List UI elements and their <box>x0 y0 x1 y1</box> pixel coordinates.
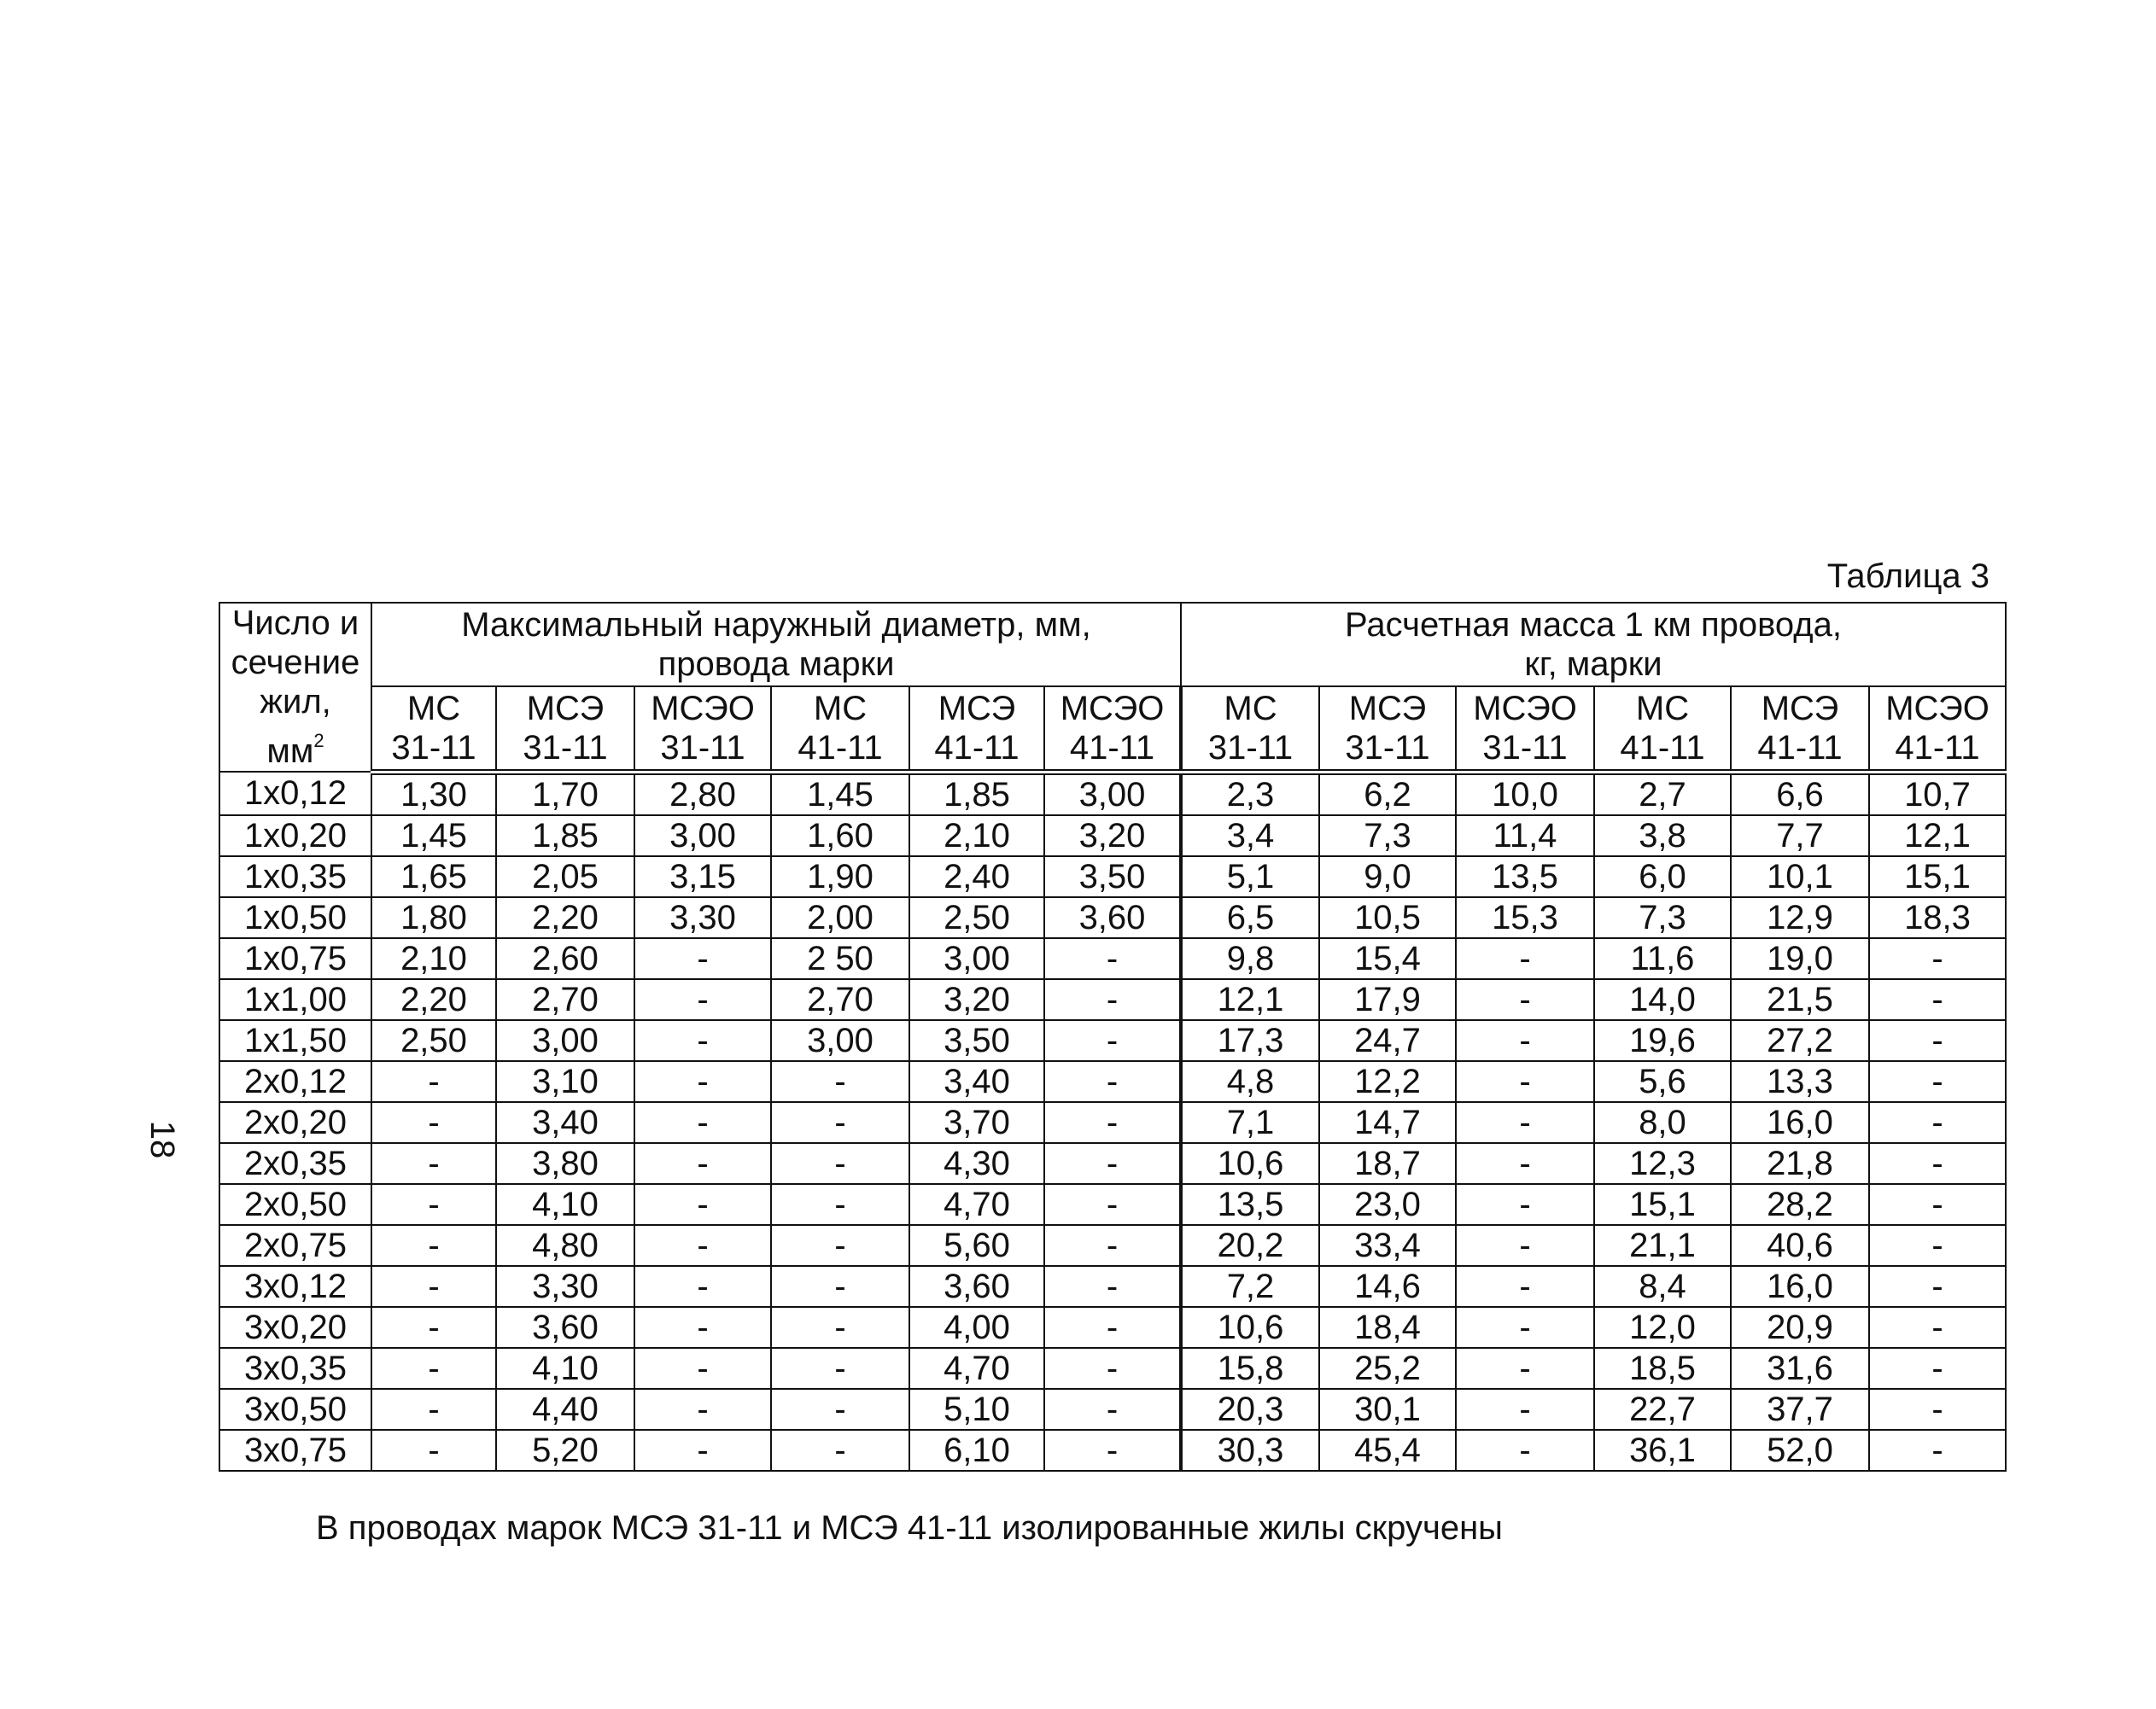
mark-header: МСЭ 31-11 <box>496 686 634 772</box>
value-cell: - <box>634 1143 771 1184</box>
value-cell: - <box>1456 938 1594 979</box>
value-cell: 3,15 <box>634 856 771 897</box>
value-cell: - <box>1869 1266 2006 1307</box>
value-cell: 15,4 <box>1319 938 1456 979</box>
value-cell: 3,80 <box>496 1143 634 1184</box>
value-cell: 2,10 <box>371 938 496 979</box>
value-cell: 12,3 <box>1594 1143 1731 1184</box>
value-cell: 30,3 <box>1181 1430 1319 1471</box>
value-cell: 4,8 <box>1181 1061 1319 1102</box>
value-cell: - <box>1869 1348 2006 1389</box>
table-row <box>219 1307 2006 1348</box>
value-cell: 1,90 <box>771 856 909 897</box>
value-cell: 3,60 <box>909 1266 1044 1307</box>
value-cell: 2,00 <box>771 897 909 938</box>
value-cell: 3,00 <box>634 815 771 856</box>
value-cell: - <box>634 1389 771 1430</box>
row-label-cell: 1х0,75 <box>219 938 371 979</box>
value-cell: 21,5 <box>1731 979 1869 1020</box>
value-cell: - <box>1456 1061 1594 1102</box>
value-cell: 3,60 <box>1044 897 1181 938</box>
value-cell: 13,5 <box>1181 1184 1319 1225</box>
value-cell: - <box>371 1389 496 1430</box>
value-cell: 5,60 <box>909 1225 1044 1266</box>
value-cell: 40,6 <box>1731 1225 1869 1266</box>
row-label-cell: 3х0,20 <box>219 1307 371 1348</box>
value-cell: 3,00 <box>496 1020 634 1061</box>
row-label-cell: 3х0,50 <box>219 1389 371 1430</box>
value-cell: 28,2 <box>1731 1184 1869 1225</box>
value-cell: 11,4 <box>1456 815 1594 856</box>
value-cell: - <box>371 1430 496 1471</box>
value-cell: 27,2 <box>1731 1020 1869 1061</box>
value-cell: - <box>1456 1020 1594 1061</box>
value-cell: 6,5 <box>1181 897 1319 938</box>
value-cell: 4,10 <box>496 1348 634 1389</box>
diameter-group-header: Максимальный наружный диаметр, мм, провода марки <box>371 603 1181 686</box>
value-cell: - <box>1044 1143 1181 1184</box>
value-cell: 18,7 <box>1319 1143 1456 1184</box>
value-cell: 15,8 <box>1181 1348 1319 1389</box>
row-label-cell: 1х1,00 <box>219 979 371 1020</box>
value-cell: 3,60 <box>496 1307 634 1348</box>
value-cell: 4,10 <box>496 1184 634 1225</box>
row-label-cell: 2х0,12 <box>219 1061 371 1102</box>
value-cell: 10,6 <box>1181 1307 1319 1348</box>
value-cell: 3,20 <box>909 979 1044 1020</box>
value-cell: 3,40 <box>909 1061 1044 1102</box>
value-cell: 12,1 <box>1869 815 2006 856</box>
value-cell: 13,5 <box>1456 856 1594 897</box>
value-cell: - <box>1044 938 1181 979</box>
table-row <box>219 1348 2006 1389</box>
table-row <box>219 1266 2006 1307</box>
value-cell: 1,85 <box>909 772 1044 815</box>
value-cell: 7,3 <box>1594 897 1731 938</box>
value-cell: - <box>1869 1143 2006 1184</box>
mark-header: МС 31-11 <box>1181 686 1319 772</box>
value-cell: 2,70 <box>771 979 909 1020</box>
value-cell: 12,1 <box>1181 979 1319 1020</box>
value-cell: - <box>771 1307 909 1348</box>
value-cell: 3,8 <box>1594 815 1731 856</box>
value-cell: - <box>634 1348 771 1389</box>
value-cell: 10,6 <box>1181 1143 1319 1184</box>
value-cell: 20,9 <box>1731 1307 1869 1348</box>
value-cell: 2,20 <box>496 897 634 938</box>
spec-table <box>219 602 2007 1472</box>
table-row <box>219 772 2006 815</box>
value-cell: 23,0 <box>1319 1184 1456 1225</box>
value-cell: 5,10 <box>909 1389 1044 1430</box>
row-label-cell: 2х0,35 <box>219 1143 371 1184</box>
value-cell: - <box>1456 1307 1594 1348</box>
value-cell: - <box>371 1184 496 1225</box>
value-cell: 2,50 <box>371 1020 496 1061</box>
value-cell: 20,3 <box>1181 1389 1319 1430</box>
value-cell: 4,30 <box>909 1143 1044 1184</box>
value-cell: - <box>1456 1266 1594 1307</box>
value-cell: - <box>1869 1102 2006 1143</box>
value-cell: 4,80 <box>496 1225 634 1266</box>
value-cell: - <box>634 1184 771 1225</box>
value-cell: 10,7 <box>1869 772 2006 815</box>
value-cell: 13,3 <box>1731 1061 1869 1102</box>
table-row <box>219 979 2006 1020</box>
value-cell: 3,40 <box>496 1102 634 1143</box>
value-cell: - <box>1044 1020 1181 1061</box>
value-cell: 1,80 <box>371 897 496 938</box>
row-label-cell: 3х0,35 <box>219 1348 371 1389</box>
value-cell: - <box>1044 1430 1181 1471</box>
value-cell: 24,7 <box>1319 1020 1456 1061</box>
value-cell: 18,4 <box>1319 1307 1456 1348</box>
row-label-cell: 1х1,50 <box>219 1020 371 1061</box>
table-row <box>219 938 2006 979</box>
value-cell: 3,20 <box>1044 815 1181 856</box>
value-cell: 15,3 <box>1456 897 1594 938</box>
value-cell: 45,4 <box>1319 1430 1456 1471</box>
value-cell: 2,7 <box>1594 772 1731 815</box>
value-cell: 33,4 <box>1319 1225 1456 1266</box>
table-row <box>219 897 2006 938</box>
value-cell: - <box>1456 1430 1594 1471</box>
value-cell: 2,50 <box>909 897 1044 938</box>
row-label-cell: 1х0,12 <box>219 772 371 815</box>
value-cell: - <box>371 1143 496 1184</box>
value-cell: - <box>1456 1143 1594 1184</box>
value-cell: - <box>1869 979 2006 1020</box>
value-cell: 25,2 <box>1319 1348 1456 1389</box>
value-cell: - <box>371 1307 496 1348</box>
mark-header: МС 31-11 <box>371 686 496 772</box>
value-cell: 7,2 <box>1181 1266 1319 1307</box>
value-cell: - <box>371 1266 496 1307</box>
value-cell: 6,0 <box>1594 856 1731 897</box>
mark-header: МСЭО 31-11 <box>1456 686 1594 772</box>
value-cell: - <box>634 1225 771 1266</box>
mark-header: МСЭО 41-11 <box>1869 686 2006 772</box>
value-cell: - <box>1044 1266 1181 1307</box>
value-cell: - <box>371 1061 496 1102</box>
value-cell: 12,2 <box>1319 1061 1456 1102</box>
value-cell: - <box>634 938 771 979</box>
value-cell: 2,10 <box>909 815 1044 856</box>
value-cell: 15,1 <box>1594 1184 1731 1225</box>
value-cell: 12,9 <box>1731 897 1869 938</box>
value-cell: 3,00 <box>1044 772 1181 815</box>
value-cell: 52,0 <box>1731 1430 1869 1471</box>
value-cell: 9,8 <box>1181 938 1319 979</box>
value-cell: - <box>1869 1430 2006 1471</box>
mark-header: МС 41-11 <box>1594 686 1731 772</box>
value-cell: - <box>371 1225 496 1266</box>
value-cell: - <box>634 1307 771 1348</box>
value-cell: - <box>771 1389 909 1430</box>
value-cell: 3,00 <box>771 1020 909 1061</box>
value-cell: - <box>1869 1184 2006 1225</box>
value-cell: 7,1 <box>1181 1102 1319 1143</box>
value-cell: 20,2 <box>1181 1225 1319 1266</box>
value-cell: 6,6 <box>1731 772 1869 815</box>
value-cell: 19,6 <box>1594 1020 1731 1061</box>
value-cell: - <box>634 1266 771 1307</box>
value-cell: 16,0 <box>1731 1266 1869 1307</box>
value-cell: 3,00 <box>909 938 1044 979</box>
value-cell: - <box>634 1102 771 1143</box>
value-cell: 14,6 <box>1319 1266 1456 1307</box>
value-cell: 1,60 <box>771 815 909 856</box>
value-cell: - <box>1456 1184 1594 1225</box>
value-cell: 3,50 <box>909 1020 1044 1061</box>
value-cell: 8,0 <box>1594 1102 1731 1143</box>
table-row <box>219 1430 2006 1471</box>
value-cell: 10,0 <box>1456 772 1594 815</box>
mark-header: МСЭО 31-11 <box>634 686 771 772</box>
value-cell: - <box>1044 1061 1181 1102</box>
value-cell: 4,00 <box>909 1307 1044 1348</box>
value-cell: 12,0 <box>1594 1307 1731 1348</box>
value-cell: 21,8 <box>1731 1143 1869 1184</box>
value-cell: - <box>771 1061 909 1102</box>
value-cell: 3,4 <box>1181 815 1319 856</box>
value-cell: 3,30 <box>496 1266 634 1307</box>
value-cell: - <box>1044 1307 1181 1348</box>
row-label-header: Число и сечение жил, $мм^2$ <box>219 603 371 772</box>
value-cell: 8,4 <box>1594 1266 1731 1307</box>
value-cell: 11,6 <box>1594 938 1731 979</box>
value-cell: 3,30 <box>634 897 771 938</box>
mark-header: МСЭ 41-11 <box>909 686 1044 772</box>
value-cell: 3,50 <box>1044 856 1181 897</box>
row-label-cell: 1х0,35 <box>219 856 371 897</box>
value-cell: - <box>771 1102 909 1143</box>
table-row <box>219 1102 2006 1143</box>
value-cell: 19,0 <box>1731 938 1869 979</box>
mark-header: МС 41-11 <box>771 686 909 772</box>
value-cell: 10,1 <box>1731 856 1869 897</box>
value-cell: 1,70 <box>496 772 634 815</box>
row-label-cell: 2х0,20 <box>219 1102 371 1143</box>
value-cell: 2,70 <box>496 979 634 1020</box>
value-cell: - <box>634 1061 771 1102</box>
value-cell: - <box>771 1266 909 1307</box>
row-label-cell: 2х0,75 <box>219 1225 371 1266</box>
value-cell: - <box>634 1430 771 1471</box>
value-cell: 4,40 <box>496 1389 634 1430</box>
value-cell: 2 50 <box>771 938 909 979</box>
value-cell: 2,3 <box>1181 772 1319 815</box>
row-label-cell: 3х0,12 <box>219 1266 371 1307</box>
value-cell: 1,30 <box>371 772 496 815</box>
row-label-cell: 1х0,50 <box>219 897 371 938</box>
table-row <box>219 1143 2006 1184</box>
table-row <box>219 1225 2006 1266</box>
value-cell: 5,6 <box>1594 1061 1731 1102</box>
value-cell: 18,5 <box>1594 1348 1731 1389</box>
table-caption: Таблица 3 <box>1826 557 1989 595</box>
value-cell: - <box>1044 1348 1181 1389</box>
table-note: В проводах марок МСЭ 31-11 и МСЭ 41-11 изолированные жилы скручены <box>316 1509 1503 1547</box>
value-cell: 4,70 <box>909 1184 1044 1225</box>
mark-header: МСЭО 41-11 <box>1044 686 1181 772</box>
value-cell: - <box>1869 1389 2006 1430</box>
value-cell: - <box>1456 1225 1594 1266</box>
mark-header: МСЭ 41-11 <box>1731 686 1869 772</box>
table-row <box>219 1020 2006 1061</box>
value-cell: 31,6 <box>1731 1348 1869 1389</box>
value-cell: 2,60 <box>496 938 634 979</box>
value-cell: 1,85 <box>496 815 634 856</box>
value-cell: - <box>1456 979 1594 1020</box>
value-cell: 22,7 <box>1594 1389 1731 1430</box>
value-cell: - <box>1869 1307 2006 1348</box>
value-cell: - <box>1869 1225 2006 1266</box>
value-cell: 30,1 <box>1319 1389 1456 1430</box>
value-cell: - <box>1456 1348 1594 1389</box>
marks-header-row <box>219 686 2006 772</box>
row-label-cell: 2х0,50 <box>219 1184 371 1225</box>
value-cell: - <box>1869 1020 2006 1061</box>
table-row <box>219 856 2006 897</box>
value-cell: 9,0 <box>1319 856 1456 897</box>
value-cell: - <box>771 1430 909 1471</box>
value-cell: - <box>1044 979 1181 1020</box>
value-cell: - <box>771 1184 909 1225</box>
value-cell: - <box>771 1348 909 1389</box>
value-cell: 7,3 <box>1319 815 1456 856</box>
table-row <box>219 1184 2006 1225</box>
value-cell: - <box>634 979 771 1020</box>
value-cell: 14,0 <box>1594 979 1731 1020</box>
value-cell: - <box>771 1225 909 1266</box>
value-cell: 5,20 <box>496 1430 634 1471</box>
value-cell: - <box>1456 1389 1594 1430</box>
value-cell: - <box>1869 938 2006 979</box>
table-row <box>219 1389 2006 1430</box>
value-cell: 3,70 <box>909 1102 1044 1143</box>
value-cell: - <box>634 1020 771 1061</box>
row-label-cell: 1х0,20 <box>219 815 371 856</box>
table-row <box>219 815 2006 856</box>
value-cell: 10,5 <box>1319 897 1456 938</box>
value-cell: 6,10 <box>909 1430 1044 1471</box>
value-cell: 1,45 <box>371 815 496 856</box>
value-cell: 2,05 <box>496 856 634 897</box>
value-cell: 2,20 <box>371 979 496 1020</box>
page-number: 18 <box>143 1120 181 1159</box>
mark-header: МСЭ 31-11 <box>1319 686 1456 772</box>
value-cell: 37,7 <box>1731 1389 1869 1430</box>
table-row <box>219 1061 2006 1102</box>
value-cell: 21,1 <box>1594 1225 1731 1266</box>
value-cell: 6,2 <box>1319 772 1456 815</box>
value-cell: 1,45 <box>771 772 909 815</box>
value-cell: - <box>1044 1389 1181 1430</box>
value-cell: 2,40 <box>909 856 1044 897</box>
value-cell: 18,3 <box>1869 897 2006 938</box>
spec-body <box>219 772 2006 1471</box>
value-cell: 14,7 <box>1319 1102 1456 1143</box>
row-label-cell: 3х0,75 <box>219 1430 371 1471</box>
value-cell: - <box>1456 1102 1594 1143</box>
value-cell: 2,80 <box>634 772 771 815</box>
value-cell: 15,1 <box>1869 856 2006 897</box>
value-cell: - <box>1869 1061 2006 1102</box>
value-cell: 1,65 <box>371 856 496 897</box>
value-cell: 7,7 <box>1731 815 1869 856</box>
value-cell: - <box>1044 1184 1181 1225</box>
value-cell: 17,9 <box>1319 979 1456 1020</box>
value-cell: 3,10 <box>496 1061 634 1102</box>
value-cell: - <box>1044 1102 1181 1143</box>
value-cell: - <box>371 1348 496 1389</box>
value-cell: 5,1 <box>1181 856 1319 897</box>
value-cell: 17,3 <box>1181 1020 1319 1061</box>
value-cell: 4,70 <box>909 1348 1044 1389</box>
value-cell: - <box>371 1102 496 1143</box>
mass-group-header: Расчетная масса 1 км провода, кг, марки <box>1181 603 2006 686</box>
group-header-row <box>219 603 2006 686</box>
value-cell: - <box>771 1143 909 1184</box>
value-cell: 36,1 <box>1594 1430 1731 1471</box>
value-cell: - <box>1044 1225 1181 1266</box>
value-cell: 16,0 <box>1731 1102 1869 1143</box>
